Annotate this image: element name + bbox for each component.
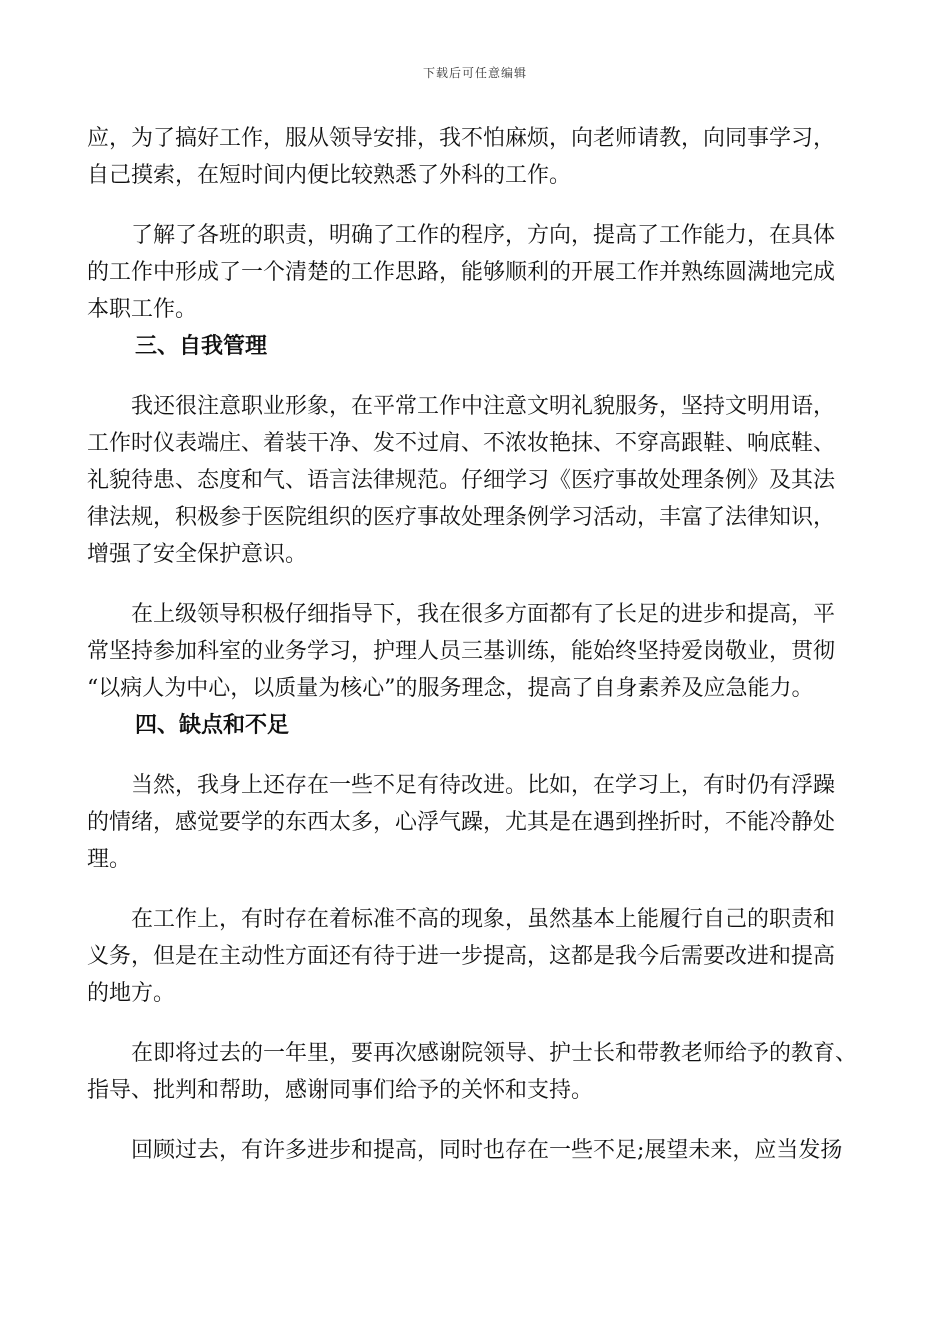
document-body: [87, 120, 865, 1169]
text-line: 的地方。: [87, 981, 176, 1006]
text-line: 回顾过去，有许多进步和提高，同时也存在一些不足;展望未来，应当发扬: [87, 1138, 843, 1163]
text-line: 义务，但是在主动性方面还有待于进一步提高，这都是我今后需要改进和提高: [87, 944, 836, 969]
section-heading: 三、自我管理: [135, 334, 268, 359]
text-line: 的情绪，感觉要学的东西太多，心浮气躁，尤其是在遇到挫折时，不能冷静处: [87, 810, 836, 835]
paragraph: [87, 767, 865, 878]
text-line: 常坚持参加科室的业务学习，护理人员三基训练，能始终坚持爱岗敬业，贯彻: [87, 639, 836, 664]
text-line: 当然，我身上还存在一些不足有待改进。比如，在学习上，有时仍有浮躁: [87, 773, 836, 798]
section-heading: 四、缺点和不足: [135, 713, 290, 738]
text-line: 在即将过去的一年里，要再次感谢院领导、护士长和带教老师给予的教育、: [87, 1041, 858, 1066]
text-line: 律法规，积极参于医院组织的医疗事故处理条例学习活动，丰富了法律知识，: [87, 505, 836, 530]
text-line: 我还很注意职业形象，在平常工作中注意文明礼貌服务，坚持文明用语，: [87, 394, 836, 419]
text-line: “以病人为中心，以质量为核心”的服务理念，提高了自身素养及应急能力。: [87, 676, 814, 701]
paragraph: [87, 1132, 865, 1169]
download-note: 下载后可任意编辑: [422, 66, 527, 80]
text-line: 自己摸索，在短时间内便比较熟悉了外科的工作。: [87, 163, 572, 188]
paragraph: [87, 388, 865, 573]
text-line: 理。: [87, 847, 132, 872]
paragraph: [87, 901, 865, 1012]
text-line: 本职工作。: [87, 297, 198, 322]
text-line: 指导、批判和帮助，感谢同事们给予的关怀和支持。: [87, 1078, 594, 1103]
text-line: 在上级领导积极仔细指导下，我在很多方面都有了长足的进步和提高，平: [87, 602, 836, 627]
text-line: 在工作上，有时存在着标准不高的现象，虽然基本上能履行自己的职责和: [87, 907, 836, 932]
text-line: 应，为了搞好工作，服从领导安排，我不怕麻烦，向老师请教，向同事学习，: [87, 126, 836, 151]
paragraph: [87, 1035, 865, 1109]
paragraph: [87, 217, 865, 328]
text-line: 工作时仪表端庄、着装干净、发不过肩、不浓妆艳抹、不穿高跟鞋、响底鞋、: [87, 431, 836, 456]
text-line: 了解了各班的职责，明确了工作的程序，方向，提高了工作能力，在具体: [87, 223, 836, 248]
text-line: 的工作中形成了一个清楚的工作思路，能够顺利的开展工作并熟练圆满地完成: [87, 260, 836, 285]
text-line: 增强了安全保护意识。: [87, 542, 308, 567]
paragraph: [87, 120, 865, 194]
paragraph: [87, 596, 865, 707]
text-line: 礼貌待患、态度和气、语言法律规范。仔细学习《医疗事故处理条例》及其法: [87, 468, 836, 493]
